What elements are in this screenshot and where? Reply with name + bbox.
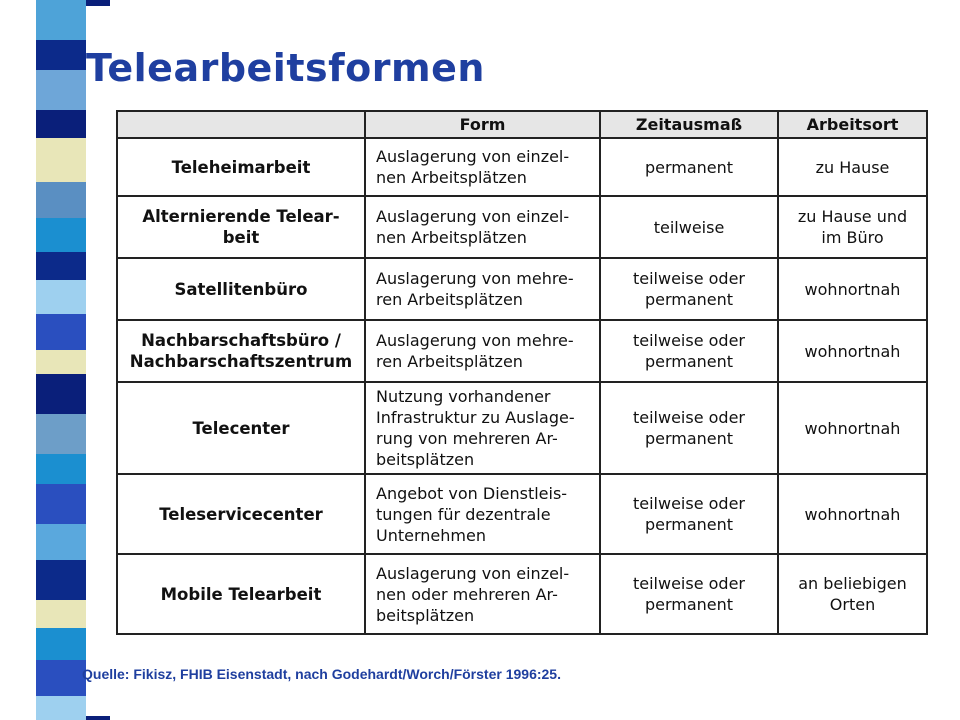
stripe-block (36, 600, 86, 628)
form-cell: Auslagerung von einzel- nen Arbeitsplätzen (365, 196, 600, 258)
row-name-cell: Teleservicecenter (117, 474, 365, 554)
slide-title: Telearbeitsformen (86, 46, 485, 90)
row-name-cell: Mobile Telearbeit (117, 554, 365, 634)
stripe-block (36, 414, 86, 454)
stripe-block (36, 454, 86, 484)
row-name-cell: Nachbarschaftsbüro / Nachbarschaftszentrum (117, 320, 365, 382)
row-name-cell: Teleheimarbeit (117, 138, 365, 196)
arbeitsort-cell: wohnortnah (778, 320, 927, 382)
zeitausmass-cell: teilweise oder permanent (600, 258, 778, 320)
table-row (117, 474, 927, 554)
column-header-arbeitsort: Arbeitsort (778, 111, 927, 138)
stripe-block (36, 660, 86, 696)
row-name-cell: Telecenter (117, 382, 365, 474)
stripe-block (36, 110, 86, 138)
stripe-block (36, 484, 86, 524)
table-row (117, 196, 927, 258)
stripe-block (36, 560, 86, 600)
form-cell: Auslagerung von mehre- ren Arbeitsplätzen (365, 320, 600, 382)
arbeitsort-cell: wohnortnah (778, 474, 927, 554)
arbeitsort-cell: wohnortnah (778, 258, 927, 320)
stripe-block (86, 716, 110, 720)
telework-table (116, 110, 928, 632)
stripe-block (36, 696, 86, 720)
form-cell: Nutzung vorhandener Infrastruktur zu Auslage- rung von mehreren Ar- beitsplätzen (365, 382, 600, 474)
arbeitsort-cell: zu Hause und im Büro (778, 196, 927, 258)
stripe-block (36, 182, 86, 218)
column-header-zeitausmass: Zeitausmaß (600, 111, 778, 138)
stripe-block (86, 0, 110, 6)
header-row (117, 111, 927, 138)
table-row (117, 320, 927, 382)
form-cell: Auslagerung von mehre- ren Arbeitsplätzen (365, 258, 600, 320)
row-name-cell: Alternierende Telear- beit (117, 196, 365, 258)
arbeitsort-cell: an beliebigen Orten (778, 554, 927, 634)
decorative-stripe (0, 0, 110, 720)
zeitausmass-cell: teilweise oder permanent (600, 474, 778, 554)
zeitausmass-cell: teilweise oder permanent (600, 320, 778, 382)
zeitausmass-cell: teilweise oder permanent (600, 554, 778, 634)
stripe-block (36, 314, 86, 350)
arbeitsort-cell: zu Hause (778, 138, 927, 196)
table-row (117, 382, 927, 474)
stripe-block (36, 524, 86, 560)
table (116, 110, 928, 635)
stripe-block (36, 0, 86, 40)
form-cell: Auslagerung von einzel- nen Arbeitsplätzen (365, 138, 600, 196)
zeitausmass-cell: teilweise oder permanent (600, 382, 778, 474)
stripe-block (36, 252, 86, 280)
stripe-block (36, 70, 86, 110)
stripe-block (36, 40, 86, 70)
form-cell: Auslagerung von einzel- nen oder mehreren Ar- beitsplätzen (365, 554, 600, 634)
stripe-block (36, 218, 86, 252)
arbeitsort-cell: wohnortnah (778, 382, 927, 474)
stripe-block (36, 280, 86, 314)
stripe-block (36, 628, 86, 660)
row-name-cell: Satellitenbüro (117, 258, 365, 320)
form-cell: Angebot von Dienstleis- tungen für dezentrale Unternehmen (365, 474, 600, 554)
stripe-block (36, 374, 86, 414)
stripe-block (36, 350, 86, 374)
zeitausmass-cell: teilweise (600, 196, 778, 258)
column-header-empty (117, 111, 365, 138)
stripe-block (36, 138, 86, 182)
column-header-form: Form (365, 111, 600, 138)
table-row (117, 554, 927, 634)
table-row (117, 258, 927, 320)
source-note: Quelle: Fikisz, FHIB Eisenstadt, nach Godehardt/Worch/Förster 1996:25. (82, 666, 561, 682)
zeitausmass-cell: permanent (600, 138, 778, 196)
table-row (117, 138, 927, 196)
